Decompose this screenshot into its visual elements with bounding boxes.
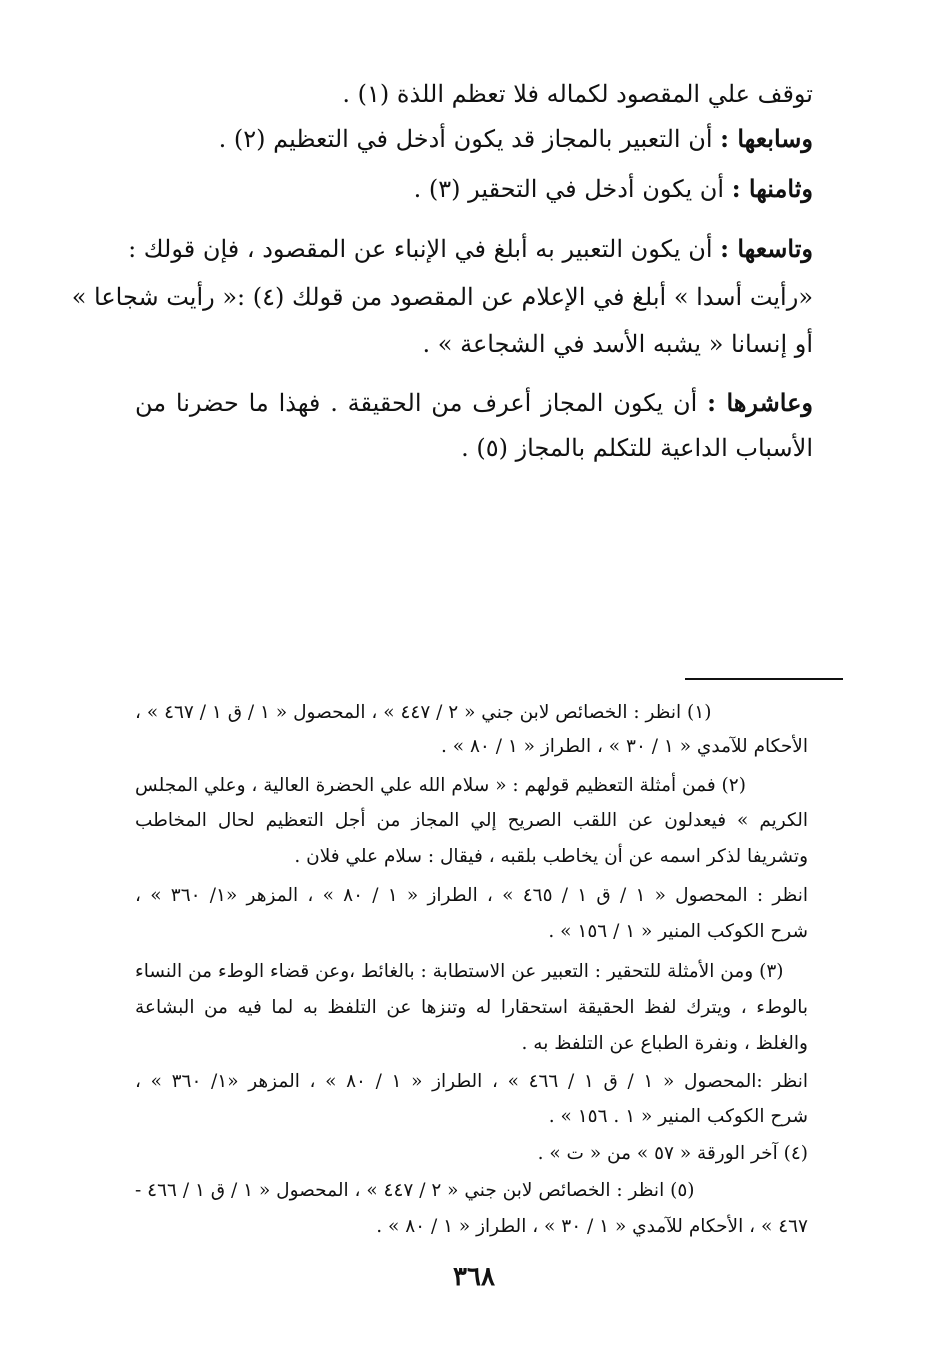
footnote-3-line-4: انظر :المحصول « ١ / ق ١ / ٤٦٦ » ، الطراز « ١ / ٨٠ » ، المزهر «١/ ٣٦٠ » ، bbox=[135, 1071, 808, 1092]
footnote-2-line-2: الكريم » فيعدلون عن اللقب الصريح إلي المجاز من أجل التعظيم لحال المخاطب bbox=[135, 810, 808, 831]
footnote-4: (٤) آخر الورقة « ٥٧ » من « ت » . bbox=[537, 1143, 808, 1164]
footnote-2-line-4: انظر : المحصول « ١ / ق ١ / ٤٦٥ » ، الطراز « ١ / ٨٠ » ، المزهر «١/ ٣٦٠ » ، bbox=[135, 885, 808, 906]
body-line-3-text: أن يكون أدخل في التحقير (٣) . bbox=[413, 175, 732, 203]
page-number: ٣٦٨ bbox=[453, 1262, 495, 1292]
footnote-5-line-1: (٥) انظر : الخصائص لابن جني « ٢ / ٤٤٧ » ، المحصول « ١ / ق ١ / ٤٦٦ - bbox=[135, 1180, 695, 1201]
body-line-2 bbox=[219, 124, 813, 153]
body-line-1: توقف علي المقصود لكماله فلا تعظم اللذة (١) . bbox=[342, 80, 813, 108]
body-line-7-text: أن يكون المجاز أعرف من الحقيقة . فهذا ما حضرنا من bbox=[135, 389, 708, 417]
body-line-5: «رأيت أسدا » أبلغ في الإعلام عن المقصود من قولك (٤) :« رأيت شجاعا » bbox=[71, 283, 813, 311]
body-line-4-text: أن يكون التعبير به أبلغ في الإنباء عن المقصود ، فإن قولك : bbox=[128, 235, 721, 263]
body-line-3 bbox=[414, 174, 813, 203]
body-line-8: الأسباب الداعية للتكلم بالمجاز (٥) . bbox=[461, 434, 813, 462]
footnote-1-line-2: الأحكام للآمدي « ١ / ٣٠ » ، الطراز « ١ / ٨٠ » . bbox=[440, 736, 808, 757]
clause-tenth-label: وعاشرها : bbox=[707, 388, 813, 417]
footnote-separator bbox=[685, 678, 843, 680]
body-line-7 bbox=[135, 388, 813, 417]
footnote-1-line-1: (١) انظر : الخصائص لابن جني « ٢ / ٤٤٧ » ، المحصول « ١ / ق ١ / ٤٦٧ » ، bbox=[135, 702, 712, 723]
body-line-2-text: أن التعبير بالمجاز قد يكون أدخل في التعظيم (٢) . bbox=[218, 125, 721, 153]
body-line-4 bbox=[128, 234, 813, 263]
body-line-6: أو إنسانا « يشبه الأسد في الشجاعة » . bbox=[422, 330, 813, 358]
footnote-2-line-3: وتشريفا لذكر اسمه عن أن يخاطب بلقبه ، فيقال : سلام علي فلان . bbox=[294, 846, 808, 867]
clause-ninth-label: وتاسعها : bbox=[720, 234, 813, 263]
footnote-3-line-5: شرح الكوكب المنير « ١ . ١٥٦ » . bbox=[548, 1106, 808, 1127]
footnote-2-line-1: (٢) فمن أمثلة التعظيم قولهم : « سلام الله علي الحضرة العالية ، وعلي المجلس bbox=[135, 775, 746, 796]
clause-eighth-label: وثامنها : bbox=[731, 174, 813, 203]
footnote-3-line-3: والغلظ ، ونفرة الطباع عن التلفظ به . bbox=[521, 1033, 808, 1054]
footnote-3-line-2: بالوطء ، ويترك لفظ الحقيقة استحقارا له وتنزها عن التلفظ به لما فيه من البشاعة bbox=[135, 997, 808, 1018]
footnote-2-line-5: شرح الكوكب المنير « ١ / ١٥٦ » . bbox=[548, 921, 808, 942]
footnote-5-line-2: ٤٦٧ » ، الأحكام للآمدي « ١ / ٣٠ » ، الطراز « ١ / ٨٠ » . bbox=[376, 1216, 808, 1237]
clause-seventh-label: وسابعها : bbox=[720, 124, 813, 153]
footnote-3-line-1: (٣) ومن الأمثلة للتحقير : التعبير عن الاستطابة : بالغائط ،وعن قضاء الوطء من النساء bbox=[135, 961, 784, 982]
